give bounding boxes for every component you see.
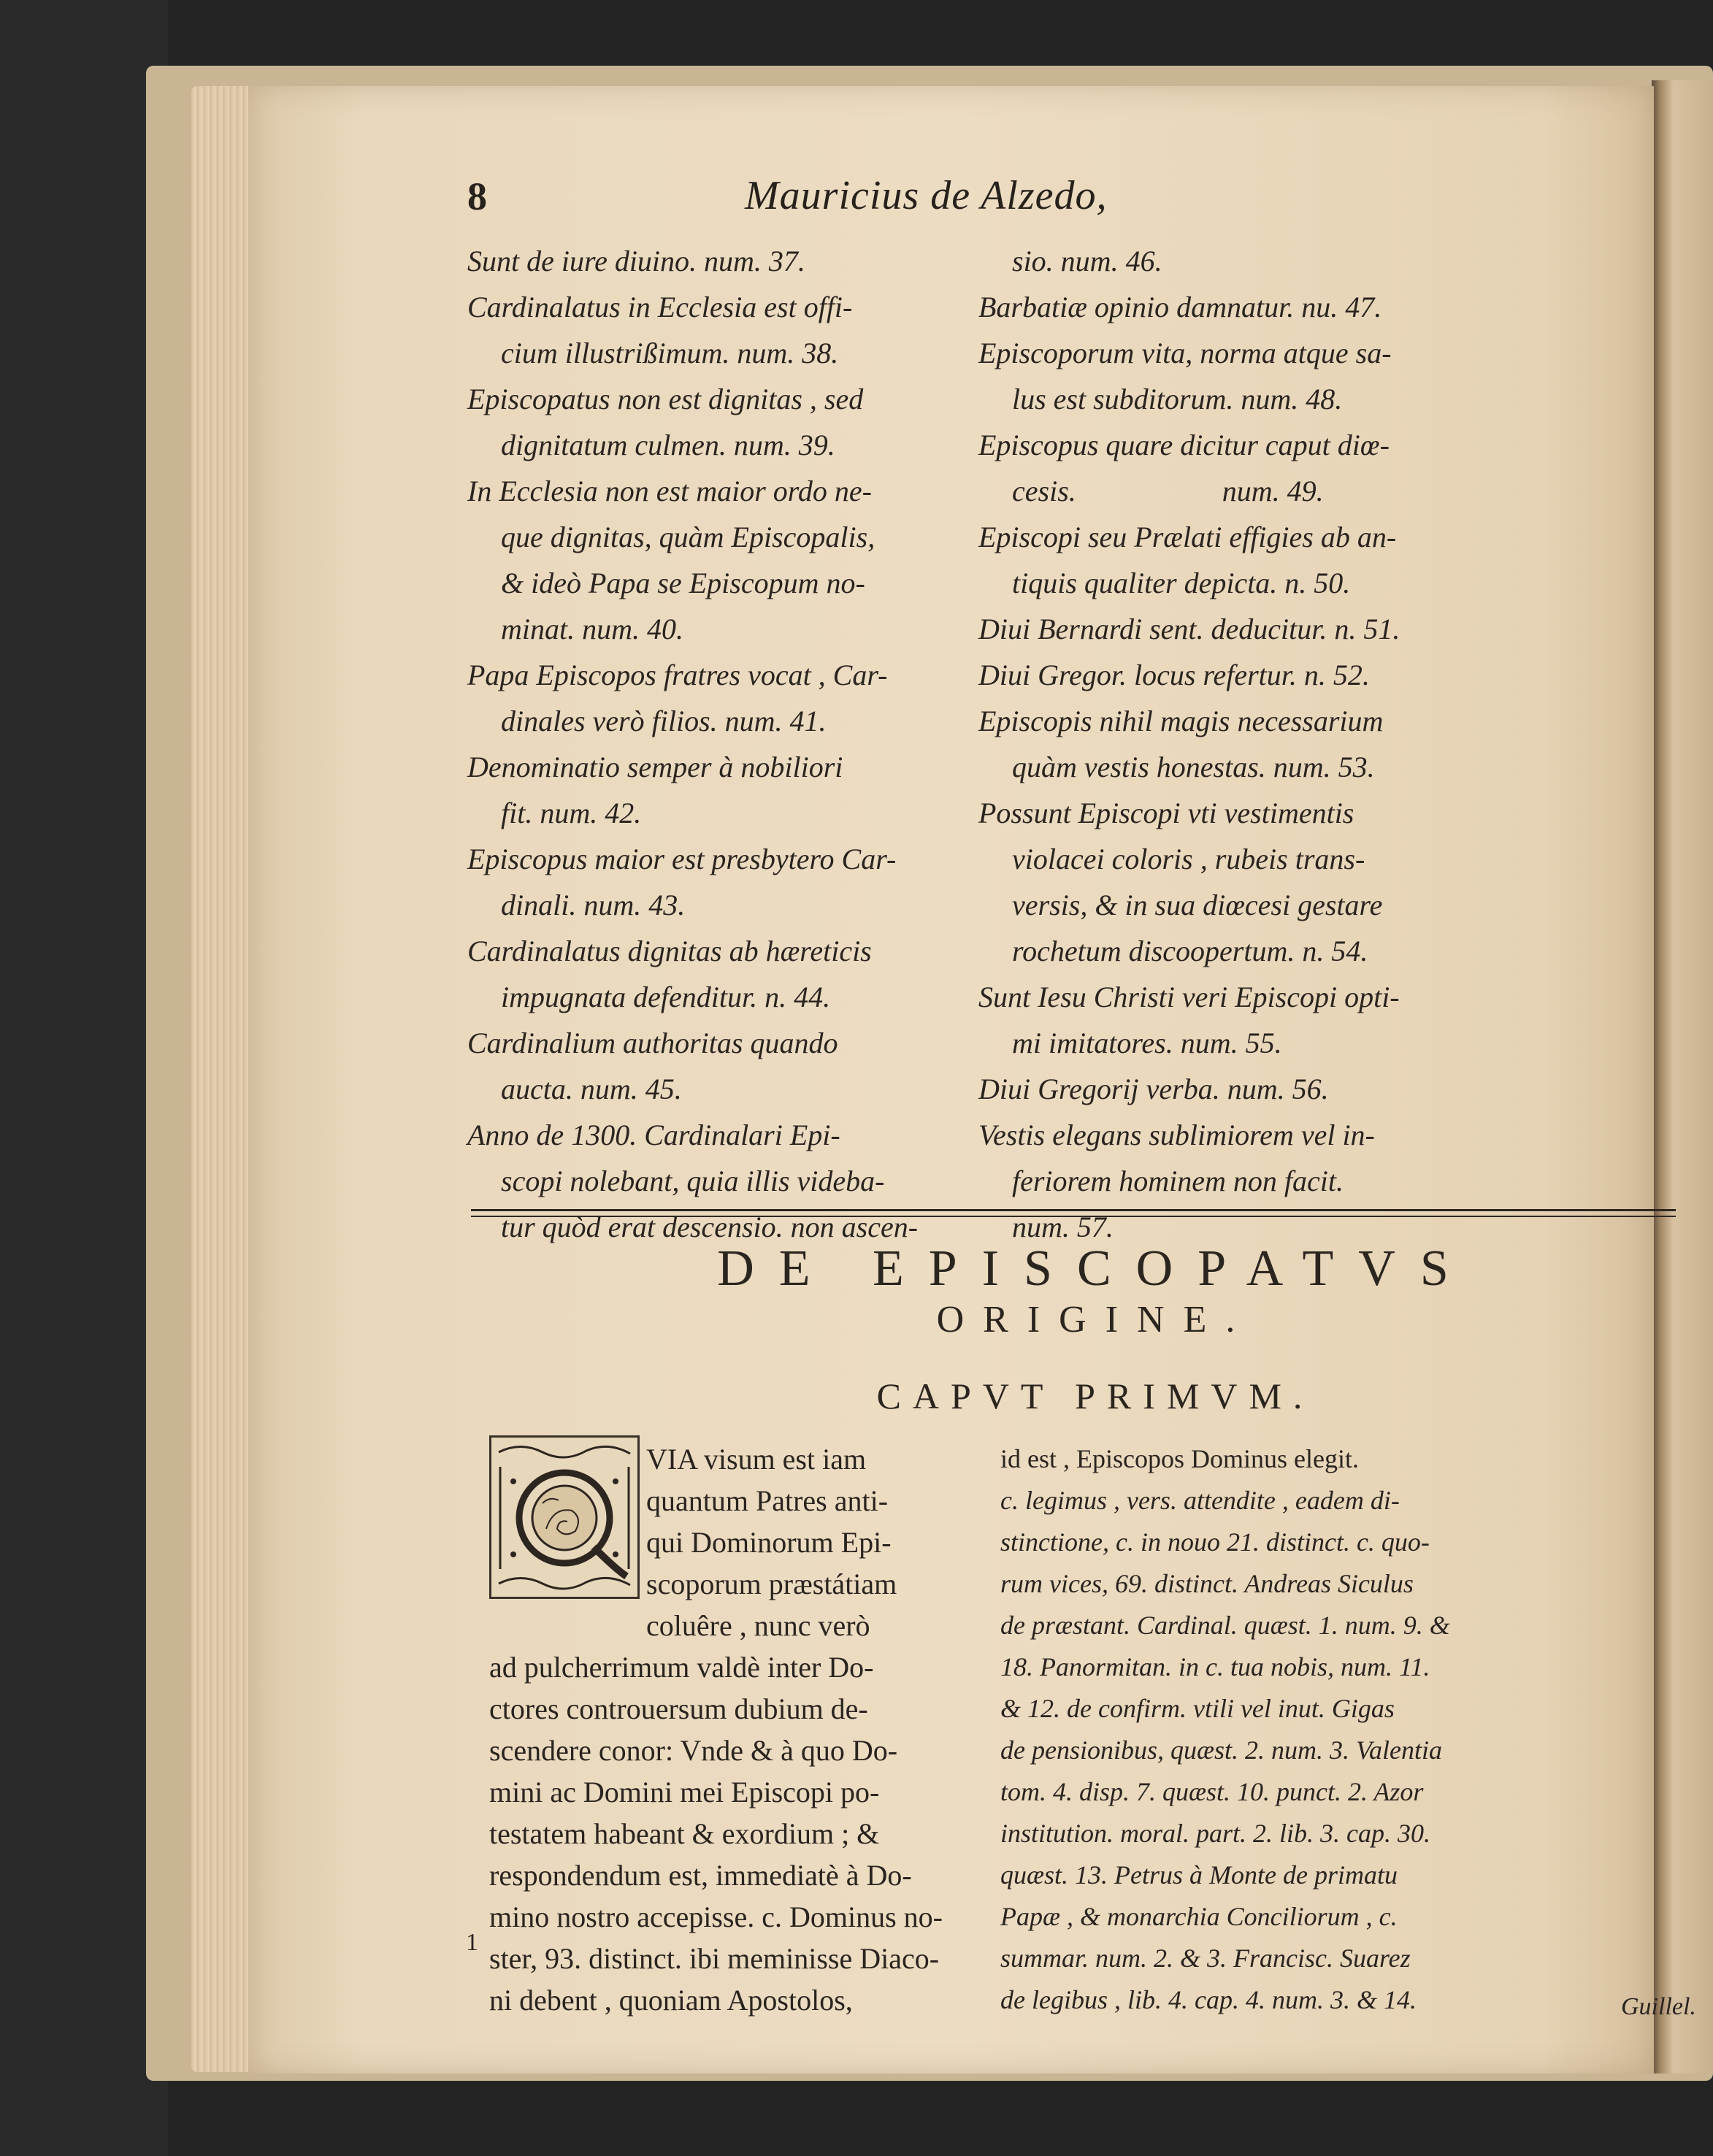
body-line: respondendum est, immediatè à Do- [489, 1859, 912, 1892]
summary-left-column [467, 238, 971, 1250]
summary-line: Possunt Episcopi vti vestimentis [978, 797, 1354, 829]
summary-line: dinales verò filios. num. 41. [501, 705, 827, 737]
summary-line: Vestis elegans sublimiorem vel in- [978, 1119, 1375, 1151]
margin-note-number: 1 [466, 1929, 478, 1956]
summary-line: Cardinalatus dignitas ab hæreticis [467, 935, 872, 967]
summary-line: Episcopatus non est dignitas , sed [467, 383, 864, 415]
facing-page-edge [1652, 80, 1713, 2073]
summary-right-column [978, 238, 1482, 1250]
body-line: & 12. de confirm. vtili vel inut. Gigas [1000, 1694, 1395, 1723]
summary-line: num. 57. [1012, 1211, 1114, 1243]
running-head: Mauricius de Alzedo, [745, 173, 1108, 218]
body-line: de legibus , lib. 4. cap. 4. num. 3. & 14. [1000, 1985, 1417, 2014]
summary-line: Sunt Iesu Christi veri Episcopi opti- [978, 981, 1400, 1013]
body-line: quæst. 13. Petrus à Monte de primatu [1000, 1860, 1398, 1890]
section-divider [471, 1209, 1676, 1217]
body-line: coluêre , nunc verò [646, 1609, 870, 1642]
summary-line: In Ecclesia non est maior ordo ne- [467, 475, 872, 507]
body-line: Papæ , & monarchia Conciliorum , c. [1000, 1902, 1398, 1931]
body-line: ster, 93. distinct. ibi meminisse Diaco- [489, 1942, 940, 1975]
summary-line: quàm vestis honestas. num. 53. [1012, 751, 1375, 783]
summary-line: tur quòd erat descensio. non ascen- [501, 1211, 919, 1243]
summary-line: Cardinalatus in Ecclesia est offi- [467, 291, 853, 323]
summary-line: Episcoporum vita, norma atque sa- [978, 337, 1392, 369]
body-line: 18. Panormitan. in c. tua nobis, num. 11. [1000, 1652, 1430, 1681]
body-line: id est , Episcopos Dominus elegit. [1000, 1444, 1359, 1473]
book-page [248, 86, 1696, 2073]
body-line: ad pulcherrimum valdè inter Do- [489, 1651, 874, 1684]
summary-line: Episcopis nihil magis necessarium [978, 705, 1384, 737]
body-line: tom. 4. disp. 7. quæst. 10. punct. 2. Azor [1000, 1777, 1424, 1806]
summary-line: rochetum discoopertum. n. 54. [1012, 935, 1368, 967]
body-line: quantum Patres anti- [646, 1484, 889, 1517]
summary-line: scopi nolebant, quia illis videba- [501, 1165, 885, 1197]
body-line: stinctione, c. in nouo 21. distinct. c. quo- [1000, 1527, 1430, 1557]
summary-line: fit. num. 42. [501, 797, 642, 829]
body-line: mino nostro accepisse. c. Dominus no- [489, 1900, 943, 1933]
summary-line: Episcopus quare dicitur caput diœ- [978, 429, 1390, 461]
body-line: de præstant. Cardinal. quæst. 1. num. 9. & [1000, 1611, 1450, 1640]
summary-line: Barbatiæ opinio damnatur. nu. 47. [978, 291, 1382, 323]
body-line: testatem habeant & exordium ; & [489, 1817, 880, 1850]
summary-line: mi imitatores. num. 55. [1012, 1027, 1282, 1059]
body-left-column [489, 1438, 986, 2021]
summary-line: feriorem hominem non facit. [1012, 1165, 1344, 1197]
body-line: qui Dominorum Epi- [646, 1526, 892, 1559]
body-line: scendere conor: Vnde & à quo Do- [489, 1734, 898, 1767]
summary-line: dignitatum culmen. num. 39. [501, 429, 835, 461]
summary-line: Cardinalium authoritas quando [467, 1027, 838, 1059]
body-line: ni debent , quoniam Apostolos, [489, 1984, 853, 2017]
summary-line: violacei coloris , rubeis trans- [1012, 843, 1365, 875]
summary-line: sio. num. 46. [1012, 245, 1162, 277]
summary-line: Anno de 1300. Cardinalari Epi- [467, 1119, 840, 1151]
body-line: ctores controuersum dubium de- [489, 1692, 868, 1725]
section-title-line-2: ORIGINE. [936, 1299, 1254, 1340]
body-line: rum vices, 69. distinct. Andreas Siculus [1000, 1569, 1414, 1598]
summary-line: aucta. num. 45. [501, 1073, 682, 1105]
summary-line: Episcopus maior est presbytero Car- [467, 843, 897, 875]
summary-line: minat. num. 40. [501, 613, 683, 645]
summary-line: dinali. num. 43. [501, 889, 686, 921]
body-line: VIA visum est iam [646, 1443, 867, 1476]
summary-line: Diui Gregorij verba. num. 56. [978, 1073, 1329, 1105]
background-left [0, 0, 168, 2156]
body-line: mini ac Domini mei Episcopi po- [489, 1776, 880, 1808]
summary-line: impugnata defenditur. n. 44. [501, 981, 831, 1013]
summary-line: tiquis qualiter depicta. n. 50. [1012, 567, 1351, 599]
summary-line: Episcopi seu Prælati effigies ab an- [978, 521, 1397, 553]
summary-line: Denominatio semper à nobiliori [467, 751, 843, 783]
summary-line: Diui Gregor. locus refertur. n. 52. [978, 659, 1370, 691]
section-title: DE EPISCOPATVS [717, 1240, 1474, 1297]
summary-line: versis, & in sua diœcesi gestare [1012, 889, 1383, 921]
summary-line: que dignitas, quàm Episcopalis, [501, 521, 875, 553]
page-number: 8 [467, 174, 487, 218]
summary-line: cesis. num. 49. [1012, 475, 1324, 507]
summary-line: lus est subditorum. num. 48. [1012, 383, 1343, 415]
summary-line: Diui Bernardi sent. deducitur. n. 51. [978, 613, 1400, 645]
summary-line: Sunt de iure diuino. num. 37. [467, 245, 805, 277]
body-line: scoporum præstátiam [646, 1568, 897, 1600]
chapter-heading: CAPVT PRIMVM. [876, 1376, 1314, 1416]
body-line: summar. num. 2. & 3. Francisc. Suarez [1000, 1944, 1411, 1973]
body-line: c. legimus , vers. attendite , eadem di- [1000, 1486, 1400, 1515]
body-right-column [1000, 1438, 1504, 2021]
page-edges [191, 86, 257, 2072]
catchword: Guillel. [1621, 1993, 1696, 2020]
body-line: de pensionibus, quæst. 2. num. 3. Valentia [1000, 1735, 1442, 1765]
body-line: institution. moral. part. 2. lib. 3. cap. 30. [1000, 1819, 1431, 1848]
summary-line: Papa Episcopos fratres vocat , Car- [467, 659, 888, 691]
summary-line: & ideò Papa se Episcopum no- [501, 567, 865, 599]
summary-line: cium illustrißimum. num. 38. [501, 337, 839, 369]
